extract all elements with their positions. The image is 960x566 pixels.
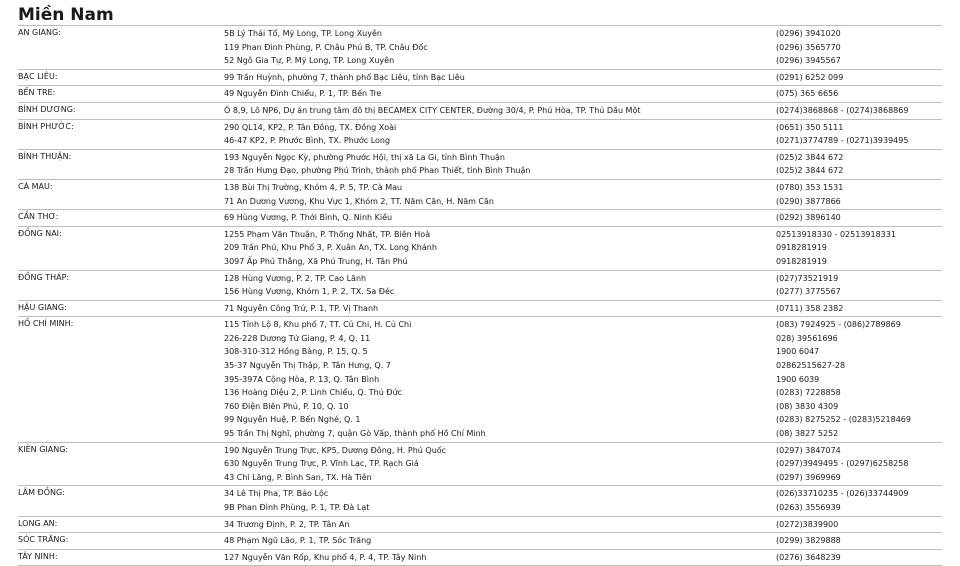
store-phone: (0277) 3775567: [776, 287, 841, 297]
store-address: 71 Nguyễn Công Trứ, P. 1, TP. Vị Thanh: [224, 303, 379, 313]
region-label: HẬU GIANG:: [18, 302, 67, 312]
store-phone: 02513918330 - 02513918331: [776, 229, 896, 239]
store-address: 119 Phan Đình Phùng, P. Châu Phú B, TP. Châu Đốc: [224, 42, 428, 52]
store-phone: (0271)3774789 - (0271)3939495: [776, 136, 909, 146]
store-row: [18, 27, 942, 41]
region-label: HỒ CHÍ MINH:: [18, 319, 74, 329]
store-phone: (0291) 6252 099: [776, 72, 844, 82]
store-phone: 1900 6047: [776, 347, 820, 357]
store-row: [18, 551, 942, 565]
store-phone: (0283) 8275252 - (0283)5218469: [776, 415, 911, 425]
store-address: 69 Hùng Vương, P. Thới Bình, Q. Ninh Kiều: [224, 213, 393, 223]
store-address: 156 Hùng Vương, Khóm 1, P. 2, TX. Sa Đéc: [224, 287, 395, 297]
region-group: [18, 317, 942, 442]
region-label: BẾN TRE:: [18, 88, 56, 98]
store-address: 115 Tỉnh Lộ 8, Khu phố 7, TT. Củ Chi, H. Củ Chi: [224, 320, 412, 330]
store-address: 308-310-312 Hồng Bàng, P. 15, Q. 5: [224, 347, 368, 357]
store-phone: (0272)3839900: [776, 519, 839, 529]
region-label: BÌNH THUẬN:: [18, 151, 72, 161]
store-address: Ô 8,9, Lô NP6, Dự án trung tâm đô thị BECAMEX CITY CENTER, Đường 30/4, P. Phú Hòa, TP. Thủ Dầu Một: [224, 105, 641, 115]
store-phone: (075) 365 6656: [776, 89, 839, 99]
store-row: [18, 211, 942, 225]
store-phone: (026)33710235 - (026)33744909: [776, 489, 909, 499]
region-group: [18, 120, 942, 150]
store-row: [18, 457, 942, 471]
store-phone: (08) 3830 4309: [776, 401, 839, 411]
store-phone: 1900 6039: [776, 374, 820, 384]
store-address: 52 Ngô Gia Tự, P. Mỹ Long, TP. Long Xuyên: [224, 56, 395, 66]
store-row: [18, 241, 942, 255]
store-address: 630 Nguyễn Trung Trực, P. Vĩnh Lạc, TP. Rạch Giá: [224, 459, 419, 469]
store-row: [18, 518, 942, 532]
region-group: [18, 517, 942, 534]
store-address: 128 Hùng Vương, P. 2, TP. Cao Lãnh: [224, 273, 367, 283]
store-row: [18, 359, 942, 373]
store-phone: (0292) 3896140: [776, 213, 841, 223]
store-row: [18, 164, 942, 178]
region-label: TÂY NINH:: [18, 551, 58, 561]
store-row: [18, 54, 942, 68]
region-group: [18, 443, 942, 487]
store-address: 34 Trương Định, P. 2, TP. Tân An: [224, 519, 350, 529]
region-group: [18, 227, 942, 271]
store-row: [18, 501, 942, 515]
store-phone: 0918281919: [776, 256, 827, 266]
region-label: BÌNH DƯƠNG:: [18, 104, 76, 114]
store-row: [18, 285, 942, 299]
store-phone: (0297) 3847074: [776, 445, 841, 455]
region-group: [18, 550, 942, 566]
region-group: [18, 26, 942, 70]
store-row: [18, 87, 942, 101]
store-phone: 02862515627-28: [776, 361, 846, 371]
store-row: [18, 413, 942, 427]
store-address: 190 Nguyễn Trung Trực, KP5, Dương Đông, H. Phú Quốc: [224, 445, 447, 455]
region-label: CÀ MAU:: [18, 181, 53, 191]
region-group: [18, 271, 942, 301]
store-row: [18, 386, 942, 400]
store-address: 35-37 Nguyễn Thị Thập, P. Tân Hưng, Q. 7: [224, 361, 391, 371]
store-row: [18, 400, 942, 414]
store-address: 760 Điện Biên Phủ, P. 10, Q. 10: [224, 401, 349, 411]
region-label: ĐỒNG THÁP:: [18, 272, 70, 282]
region-label: ĐỒNG NAI:: [18, 228, 62, 238]
store-address: 95 Trần Thị Nghĩ, phường 7, quận Gò Vấp, thành phố Hồ Chí Minh: [224, 429, 486, 439]
store-address: 209 Trần Phú, Khu Phố 3, P. Xuân An, TX. Long Khánh: [224, 243, 437, 253]
region-label: BÌNH PHƯỚC:: [18, 121, 74, 131]
region-label: LONG AN:: [18, 518, 58, 528]
store-row: [18, 228, 942, 242]
region-label: AN GIANG:: [18, 28, 61, 37]
store-phone: (0297)3949495 - (0297)6258258: [776, 459, 909, 469]
region-group: [18, 533, 942, 550]
store-row: [18, 332, 942, 346]
store-phone: (0290) 3877866: [776, 196, 841, 206]
store-phone: (08) 3827 5252: [776, 429, 839, 439]
store-row: [18, 71, 942, 85]
store-phone: (0263) 3556939: [776, 503, 841, 512]
store-row: [18, 272, 942, 286]
store-phone: (0296) 3945567: [776, 56, 841, 66]
store-phone: (0296) 3565770: [776, 42, 841, 52]
store-row: [18, 41, 942, 55]
store-row: [18, 427, 942, 441]
store-row: [18, 181, 942, 195]
store-list: [18, 25, 942, 566]
store-row: [18, 487, 942, 501]
store-phone: (0651) 350 5111: [776, 122, 844, 132]
store-row: [18, 318, 942, 332]
region-group: [18, 150, 942, 180]
store-phone: 028) 39561696: [776, 333, 838, 343]
region-group: [18, 70, 942, 87]
region-group: [18, 103, 942, 120]
store-address: 43 Chi Lăng, P. Bình San, TX. Hà Tiên: [224, 472, 372, 482]
store-phone: (083) 7924925 - (086)2789869: [776, 320, 901, 330]
store-row: [18, 471, 942, 485]
region-label: CẦN THƠ:: [18, 212, 59, 222]
store-row: [18, 345, 942, 359]
store-row: [18, 195, 942, 209]
region-label: LÂM ĐỒNG:: [18, 488, 65, 498]
store-phone: (025)2 3844 672: [776, 166, 844, 176]
region-group: [18, 210, 942, 227]
store-address: 49 Nguyễn Đình Chiểu, P. 1, TP. Bến Tre: [224, 89, 382, 99]
store-phone: (0296) 3941020: [776, 29, 841, 38]
store-address: 34 Lê Thị Pha, TP. Bảo Lộc: [224, 489, 329, 499]
store-phone: 0918281919: [776, 243, 827, 253]
store-row: [18, 302, 942, 316]
region-group: [18, 486, 942, 516]
store-address: 9B Phan Đình Phùng, P. 1, TP. Đà Lạt: [224, 503, 370, 512]
store-address: 395-397A Cộng Hòa, P. 13, Q. Tân Bình: [224, 374, 380, 384]
store-phone: (0299) 3829888: [776, 536, 841, 546]
store-address: 136 Hoàng Diệu 2, P. Linh Chiểu, Q. Thủ Đức: [224, 388, 403, 398]
store-row: [18, 444, 942, 458]
store-address: 99 Trần Huỳnh, phường 7, thành phố Bạc Liêu, tỉnh Bạc Liêu: [224, 72, 465, 82]
store-address: 193 Nguyễn Ngọc Kỳ, phường Phước Hội, thị xã La Gi, tỉnh Bình Thuận: [224, 152, 506, 162]
store-phone: (0711) 358 2382: [776, 303, 844, 313]
store-phone: (027)73521919: [776, 273, 839, 283]
store-phone: (0276) 3648239: [776, 552, 841, 562]
region-group: [18, 180, 942, 210]
store-phone: (0297) 3969969: [776, 472, 841, 482]
region-group: [18, 86, 942, 103]
store-address: 5B Lý Thái Tổ, Mỹ Long, TP. Long Xuyên: [224, 29, 382, 38]
store-address: 290 QL14, KP2, P. Tân Đồng, TX. Đồng Xoài: [224, 122, 397, 132]
store-address: 48 Phạm Ngũ Lão, P. 1, TP. Sóc Trăng: [224, 536, 372, 546]
store-address: 226-228 Dương Tử Giang, P. 4, Q. 11: [224, 333, 371, 343]
page-title: Miền Nam: [18, 5, 114, 25]
store-address: 46-47 KP2, P. Phước Bình, TX. Phước Long: [224, 136, 391, 146]
store-phone: (025)2 3844 672: [776, 152, 844, 162]
store-row: [18, 121, 942, 135]
region-label: SÓC TRĂNG:: [18, 535, 69, 545]
store-row: [18, 255, 942, 269]
store-address: 71 An Dương Vương, Khu Vực 1, Khóm 2, TT. Năm Căn, H. Năm Căn: [224, 196, 494, 206]
store-phone: (0780) 353 1531: [776, 182, 844, 192]
region-group: [18, 301, 942, 318]
store-address: 1255 Phạm Văn Thuận, P. Thống Nhất, TP. Biên Hoà: [224, 229, 431, 239]
store-address: 127 Nguyễn Văn Rốp, Khu phố 4, P. 4, TP. Tây Ninh: [224, 552, 427, 562]
region-label: KIÊN GIANG:: [18, 444, 69, 454]
store-address: 3097 Ấp Phú Thắng, Xã Phú Trung, H. Tân Phú: [224, 256, 408, 266]
store-row: [18, 134, 942, 148]
region-label: BẠC LIÊU:: [18, 71, 58, 81]
store-row: [18, 373, 942, 387]
store-row: [18, 104, 942, 118]
store-address: 99 Nguyễn Huệ, P. Bến Nghé, Q. 1: [224, 415, 361, 425]
store-phone: (0283) 7228858: [776, 388, 841, 398]
store-row: [18, 151, 942, 165]
store-phone: (0274)3868868 - (0274)3868869: [776, 105, 909, 115]
store-address: 138 Bùi Thị Trường, Khóm 4, P. 5, TP. Cà Mau: [224, 182, 403, 192]
store-address: 28 Trần Hưng Đạo, phường Phú Trinh, thành phố Phan Thiết, tỉnh Bình Thuận: [224, 166, 531, 176]
store-row: [18, 534, 942, 548]
